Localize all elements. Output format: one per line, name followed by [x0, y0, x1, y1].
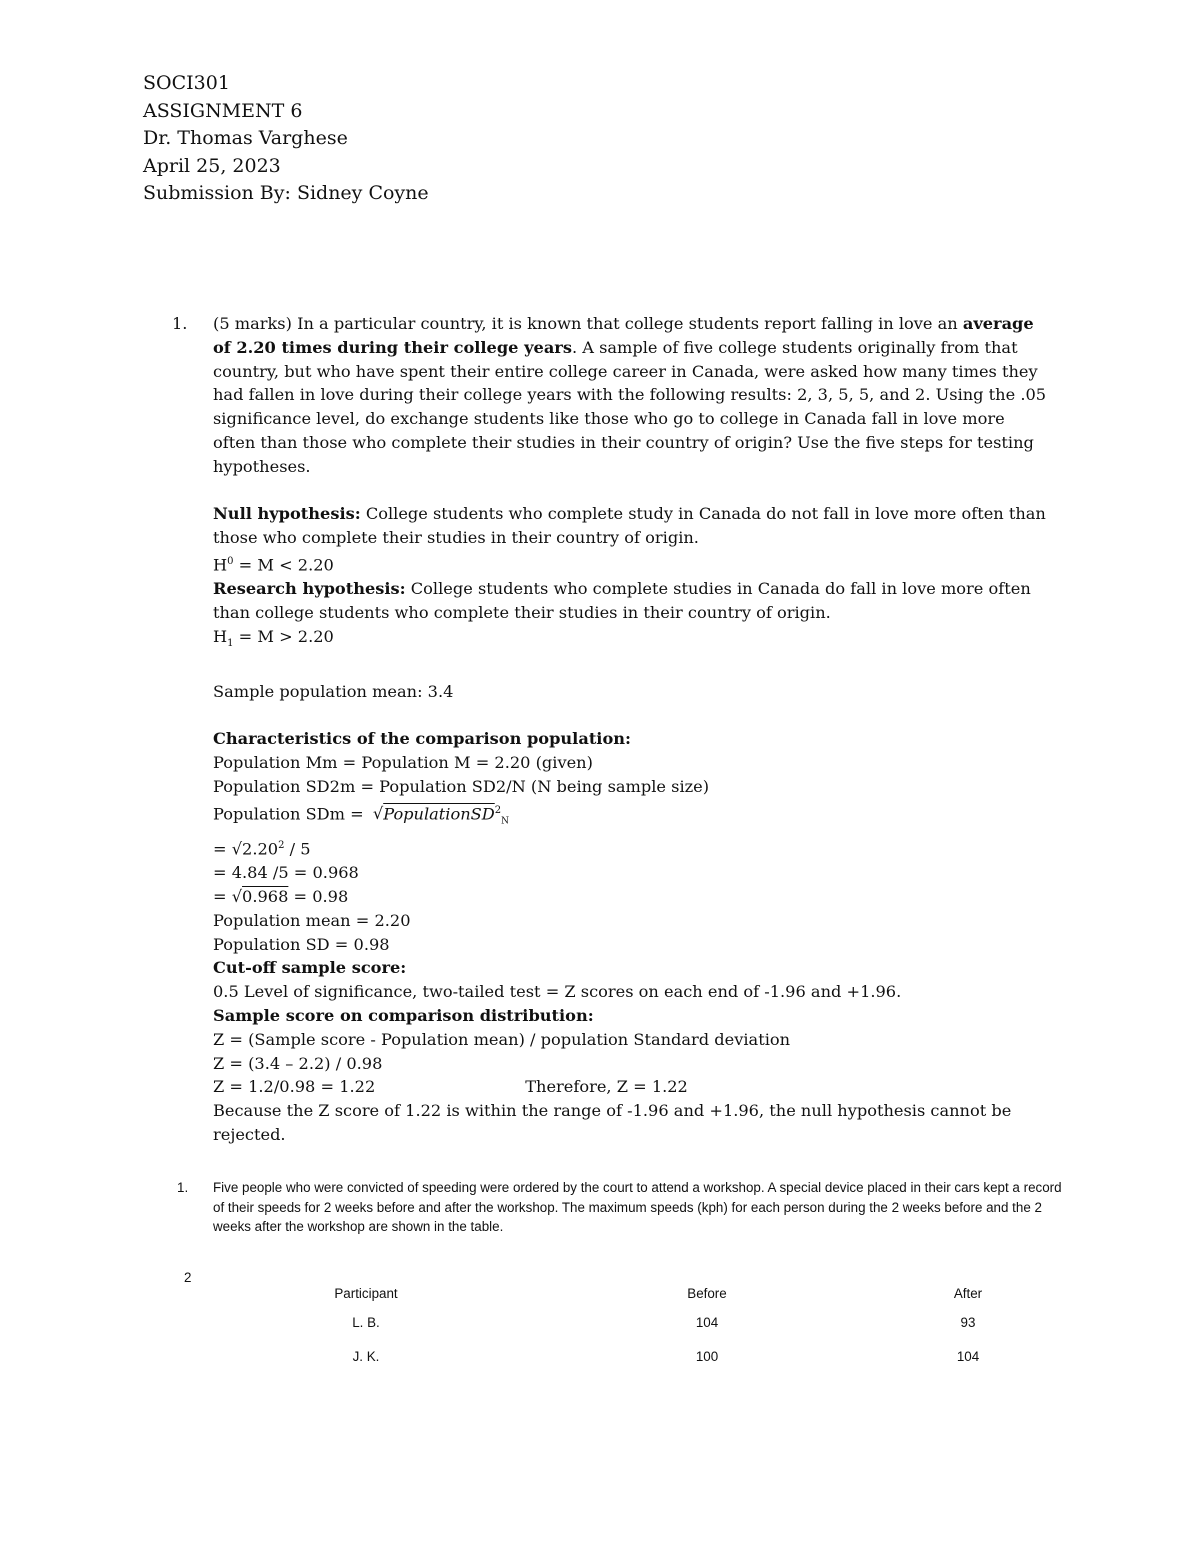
question-2-number: 1.	[177, 1180, 189, 1195]
calculation-step-1: = $√2.20^2 / 5$	[213, 839, 311, 859]
z-calculation-1: Z = (3.4 – 2.2) / 0.98	[213, 1053, 383, 1073]
population-sd2m-line: Population SD2m = Population SD2/N (N being sample size)	[213, 776, 710, 796]
research-hypothesis: Research hypothesis: College students who complete studies in Canada do fall in love more often than college students who complete their studies in their country of origin.	[213, 579, 1031, 622]
table-row	[235, 1339, 1019, 1373]
null-hypothesis-formula: $H^0 = M < 2.20$	[213, 555, 334, 575]
speeds-table	[235, 1281, 1019, 1373]
cutoff-heading: Cut-off sample score:	[213, 958, 407, 978]
population-sdm-line: Population SDm = √PopulationSD$^2_N$	[213, 803, 509, 827]
cutoff-text: 0.5 Level of significance, two-tailed test = Z scores on each end of -1.96 and +1.96.	[213, 982, 902, 1002]
table-cell: J. K.	[352, 1348, 380, 1364]
question-1	[172, 312, 1052, 1147]
population-sd-line: Population SD = 0.98	[213, 934, 390, 954]
assignment-date: April 25, 2023	[143, 154, 281, 177]
instructor-name: Dr. Thomas Varghese	[143, 127, 348, 149]
table-cell: 93	[960, 1314, 976, 1330]
calculation-step-2: = 4.84 /5 = 0.968	[213, 863, 359, 883]
question-1-number: 1.	[172, 314, 188, 333]
question-1-prompt: (5 marks) In a particular country, it is known that college students report falling in love an average of 2.20 times during their college years. A sample of five college students originally from that country, but who have spent their entire college career in Canada, were asked how many times they had fallen in love during their college years with the following results: 2, 3, 5, 5, and 2. Using the .05 significance level, do exchange students like those who go to college in Canada fall in love more often than those who complete their studies in their country of origin? Use the five steps for testing hypotheses.	[213, 314, 1047, 476]
column-header: After	[953, 1285, 983, 1301]
sample-score-heading: Sample score on comparison distribution:	[213, 1005, 594, 1025]
question-2-prompt: Five people who were convicted of speeding were ordered by the court to attend a workshop. A special device placed in their cars kept a record of their speeds for 2 weeks before and after the workshop. The maximum speeds (kph) for each person during the 2 weeks before and the 2 weeks after the workshop are shown in the table.	[213, 1180, 1062, 1234]
sqrt-symbol: √	[372, 803, 384, 823]
submitter-name: Submission By: Sidney Coyne	[143, 182, 429, 204]
conclusion: Because the Z score of 1.22 is within the range of -1.96 and +1.96, the null hypothesis cannot be rejected.	[213, 1101, 1012, 1144]
column-header: Before	[687, 1285, 727, 1301]
population-mm-line: Population Mm = Population M = 2.20 (given)	[213, 752, 593, 772]
table-cell: 104	[695, 1314, 719, 1330]
population-mean-line: Population mean = 2.20	[213, 910, 411, 930]
characteristics-heading: Characteristics of the comparison population:	[213, 729, 631, 749]
table-cell: 104	[956, 1348, 980, 1364]
table-header-row	[235, 1281, 1019, 1305]
z-calculation-2: Z = 1.2/0.98 = 1.22 Therefore, Z = 1.22	[213, 1077, 688, 1097]
calculation-step-3: = √0.968 = 0.98	[213, 886, 349, 906]
z-formula: Z = (Sample score - Population mean) / population Standard deviation	[213, 1029, 791, 1049]
table-cell: L. B.	[352, 1314, 380, 1330]
table-row	[235, 1305, 1019, 1339]
null-hypothesis: Null hypothesis: College students who complete study in Canada do not fall in love more often than those who complete their studies in their country of origin.	[213, 504, 1046, 548]
course-code: SOCI301	[143, 72, 230, 94]
document-header	[143, 70, 429, 208]
column-header: Participant	[334, 1285, 398, 1301]
question-2	[172, 1178, 1062, 1237]
table-cell: 100	[695, 1348, 719, 1364]
assignment-title: ASSIGNMENT 6	[143, 99, 303, 122]
sample-mean: Sample population mean: 3.4	[213, 681, 454, 701]
research-hypothesis-formula: $H_1 = M > 2.20$	[213, 626, 334, 649]
table-number: 2	[184, 1270, 192, 1285]
